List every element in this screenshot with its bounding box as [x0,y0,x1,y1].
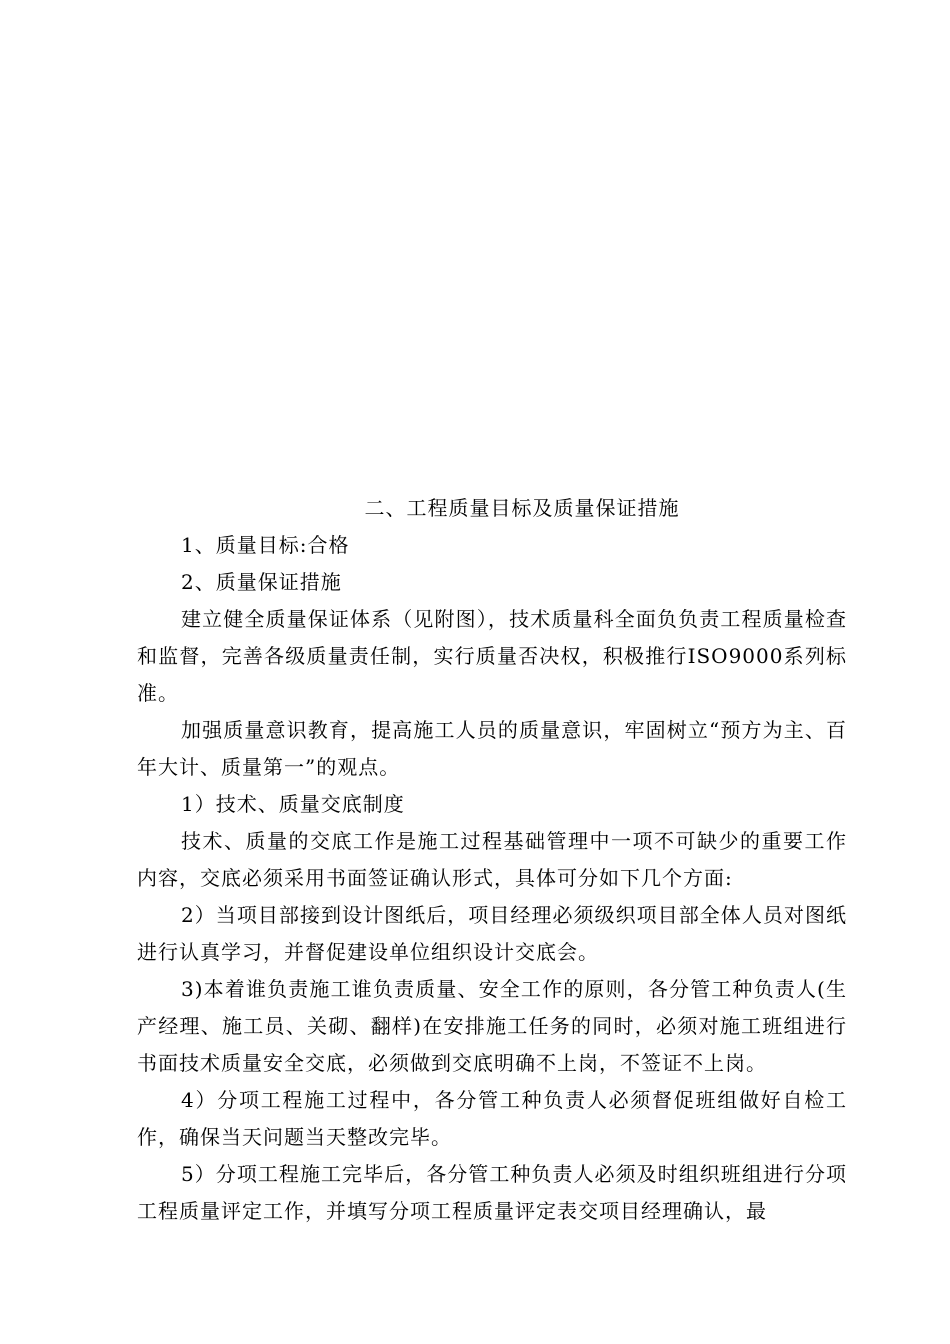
paragraph-responsibility: 3)本着谁负责施工谁负责质量、安全工作的原则，各分管工种负责人(生产经理、施工员、关砌、翻样)在安排施工任务的同时，必须对施工班组进行书面技术质量安全交底，必须做到交底明确不上岗，不签证不上岗。 [137,977,847,1075]
paragraph-quality-system: 建立健全质量保证体系（见附图），技术质量科全面负负责工程质量检查和监督，完善各级质量责任制，实行质量否决权，积极推行ISO9000系列标准。 [137,607,847,705]
paragraph-disclosure-work: 技术、质量的交底工作是施工过程基础管理中一项不可缺少的重要工作内容，交底必须采用书面签证确认形式，具体可分如下几个方面: [137,829,847,890]
paragraph-quality-evaluation: 5）分项工程施工完毕后，各分管工种负责人必须及时组织班组进行分项工程质量评定工作，并填写分项工程质量评定表交项目经理确认，最 [137,1162,847,1223]
paragraph-disclosure-system: 1）技术、质量交底制度 [181,792,405,816]
paragraph-self-inspection: 4）分项工程施工过程中，各分管工种负责人必须督促班组做好自检工作，确保当天问题当天整改完毕。 [137,1088,847,1149]
paragraph-quality-target: 1、质量目标:合格 [181,533,350,557]
paragraph-quality-awareness: 加强质量意识教育，提高施工人员的质量意识，牢固树立“预方为主、百年大计、质量第一”的观点。 [137,718,847,779]
paragraph-quality-measures: 2、质量保证措施 [181,570,342,594]
paragraph-drawing-review: 2）当项目部接到设计图纸后，项目经理必须级织项目部全体人员对图纸进行认真学习，并督促建设单位组织设计交底会。 [137,903,847,964]
document-body [137,490,847,1230]
section-heading: 二、工程质量目标及质量保证措施 [364,496,680,520]
